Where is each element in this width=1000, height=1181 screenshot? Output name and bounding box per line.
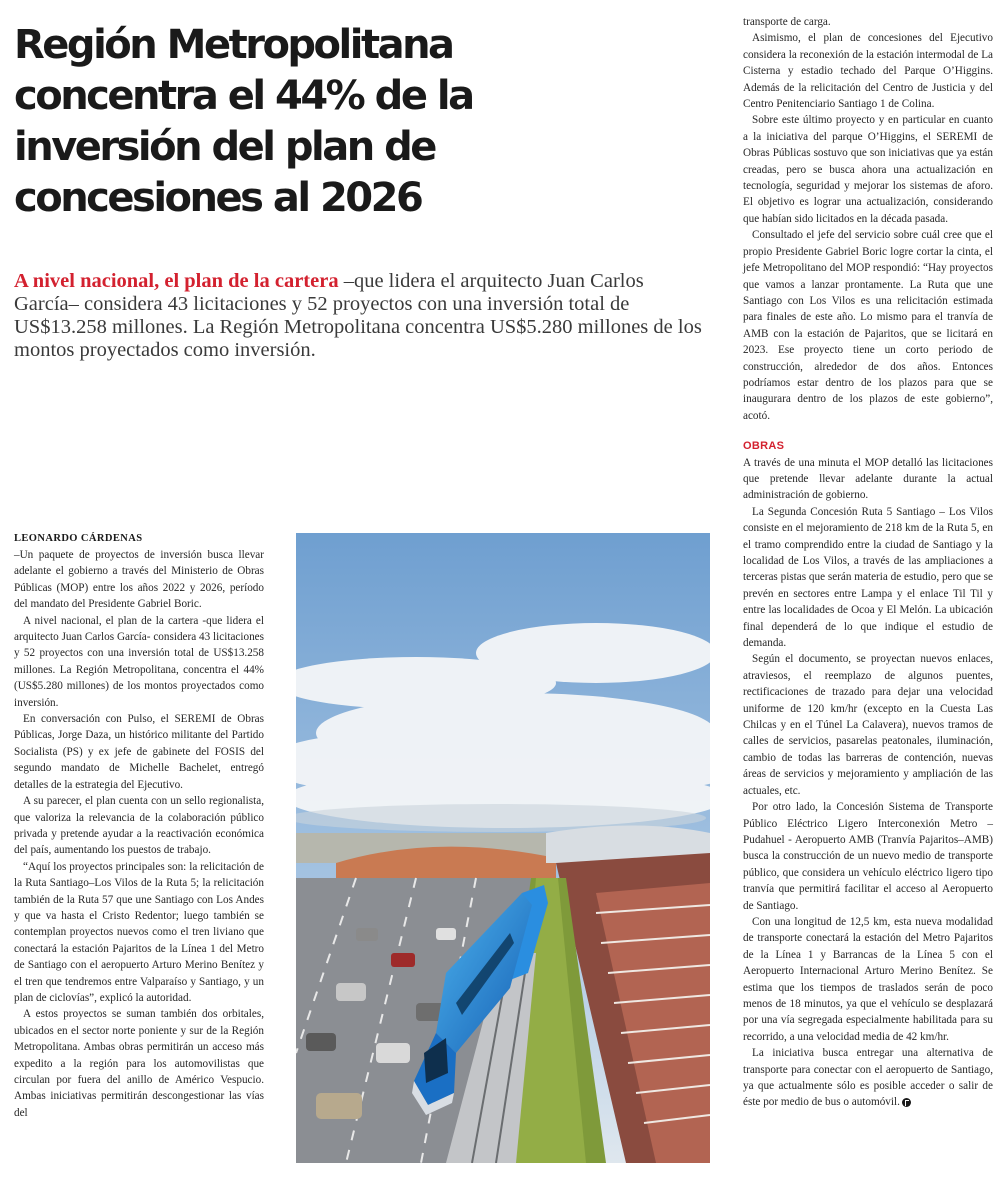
body-paragraph: Por otro lado, la Concesión Sistema de Transporte Público Eléctrico Ligero Interconexión Metro – Pudahuel - Aeropuerto AMB (Tranvía Pajaritos–AMB) busca la construcción de un nuevo medio de transporte público, que considera un vehículo eléctrico ligero tipo tranvía que permitirá facilitar el acceso al Aeropuerto de Santiago. [743,801,993,912]
lead-paragraph [14,270,704,362]
body-paragraph: “Aquí los proyectos principales son: la relicitación de la Ruta Santiago–Los Vilos de la Ruta 5; la relicitación también de la Ruta 57 que une Santiago con Los Andes y que va hasta el Cristo Redentor; luego también se contemplan proyectos nuevos como el tren liviano que conectará la estación Pajaritos de la Línea 1 del Metro de Santiago con el aeropuerto Arturo Merino Benítez y el tren que tendremos entre Valparaíso y Santiago, y un plan de ciclovías”, explicó la autoridad. [14,860,264,1004]
body-paragraph: Asimismo, el plan de concesiones del Ejecutivo considera la reconexión de la estación intermodal de La Cisterna y estadio techado del Parque O’Higgins. Además de la relicitación del Centro de Justicia y del Centro Penitenciario Santiago 1 de Colina. [743,32,993,111]
headline-line: Región Metropolitana [14,22,453,68]
body-paragraph: –Un paquete de proyectos de inversión busca llevar adelante el gobierno a través del Ministerio de Obras Públicas (MOP) entre los años 2022 y 2026, período del mandato del Presidente Gabriel Boric. [14,549,264,611]
lead-text: –que lidera el arquitecto Juan Carlos García– considera 43 licitaciones y 52 proyectos con una inversión total de US$13.258 millones. La Región Metropolitana concentra US$5.280 millones de los montos proyectados como inversión. [14,270,702,361]
lead-kicker: A nivel nacional, el plan de la cartera [14,270,339,292]
body-paragraph: La Segunda Concesión Ruta 5 Santiago – Los Vilos consiste en el mejoramiento de 218 km de la Ruta 5, en el tramo comprendido entre la ciudad de Santiago y la localidad de Los Vilos, a través de las ampliaciones a terceras pistas que serán materia de estudio, pero que se prevén en sectores entre Lampa y el enlace Til Til y entre las localidades de Ocoa y El Melón. La ubicación final dependerá de lo que indique el estudio de demanda. [743,505,993,650]
body-paragraph: A estos proyectos se suman también dos orbitales, ubicados en el sector norte poniente y sur de la Región Metropolitana. Ambas obras permitirán un acceso más expedito a la región para los automovilistas que circulan por fuera del anillo de Américo Vespucio. Ambas iniciativas permitirán descongestionar las vías del [14,1008,264,1119]
headline [14,20,714,224]
left-column [14,547,264,1121]
headline-line: inversión del plan de [14,124,435,170]
section-title: OBRAS [743,440,785,453]
tram-rendering-illustration [296,533,710,1163]
body-paragraph: Según el documento, se proyectan nuevos enlaces, atraviesos, el reemplazo de algunos puentes, rectificaciones de trazado para dejar una velocidad uniforme de 120 km/hr (excepto en la Cuesta Las Chilcas y en el Túnel La Calavera), nuevos tramos de calles de servicios, pasarelas peatonales, iluminación, cambio de todas las barreras de contención, nuevas áreas de servicios y mejoramiento y ampliación de las actuales, etc. [743,653,993,797]
tram-rendering-photo [296,533,710,1163]
body-paragraph [743,1045,993,1111]
end-of-article-icon [902,1098,911,1107]
body-paragraph: En conversación con Pulso, el SEREMI de Obras Públicas, Jorge Daza, un histórico militante del Partido Socialista (PS) y ex jefe de gabinete del FOSIS del segundo mandato de Michelle Bachelet, entregó detalles de la estrategia del Ejecutivo. [14,713,264,791]
byline: LEONARDO CÁRDENAS [14,533,143,544]
final-paragraph-text: La iniciativa busca entregar una alternativa de transporte para conectar con el aeropuerto de Santiago, ya que actualmente sólo es posible acceder o salir de éste por medio de bus o automóvil. [743,1047,993,1109]
body-paragraph: Con una longitud de 12,5 km, esta nueva modalidad de transporte conectará la estación del Metro Pajaritos de la Línea 1 y Barrancas de la Línea 5 con el Aeropuerto Internacional Arturo Merino Benítez. Se estima que los tiempos de traslados serán de poco menos de 18 minutos, ya que el vehículo se desplazará por una vía segregada especialmente habilitada para su recorrido, a una velocidad media de 42 km/hr. [743,915,993,1043]
body-paragraph: A su parecer, el plan cuenta con un sello regionalista, que valoriza la relevancia de la colaboración público privada y pretende ayudar a la reactivación económica del país, aumentando los puestos de trabajo. [14,795,264,857]
body-paragraph: A través de una minuta el MOP detalló las licitaciones que pretende llevar adelante durante la actual administración de gobierno. [743,456,993,502]
body-paragraph: Consultado el jefe del servicio sobre cuál cree que el propio Presidente Gabriel Boric logre cortar la cinta, el jefe Metropolitano del MOP respondió: “Hay proyectos que vamos a lanzar prontamente. La Ruta que une Santiago con Los Vilos es una relicitación estimada para finales de este año. Lo mismo para el tranvía de AMB con la estación de Pajaritos, que se licitará en 2023. Ese proyecto tiene un corto periodo de construcción, alrededor de dos años. Entonces podríamos estar dentro de los plazos para que se inaugurara dentro de los plazos de este gobierno”, acotó. [743,229,993,422]
headline-line: concentra el 44% de la [14,73,473,119]
right-column [743,14,993,1111]
body-paragraph: A nivel nacional, el plan de la cartera -que lidera el arquitecto Juan Carlos García- considera 43 licitaciones y 52 proyectos con una inversión total de US$13.258 millones. La Región Metropolitana, concentra el 44% (US$5.280 millones) de los montos proyectados como inversión. [14,614,264,709]
body-paragraph: Sobre este último proyecto y en particular en cuanto a la iniciativa del parque O’Higgins, el SEREMI de Obras Públicas sostuvo que son iniciativas que ya están creadas, pero se busca ahora una actualización en tecnología, seguridad y mejorar los sistemas de aforo. El objetivo es lograr una actualización, considerando que habían sido licitados en la década pasada. [743,114,993,225]
headline-line: concesiones al 2026 [14,175,422,221]
body-paragraph: transporte de carga. [743,16,831,28]
